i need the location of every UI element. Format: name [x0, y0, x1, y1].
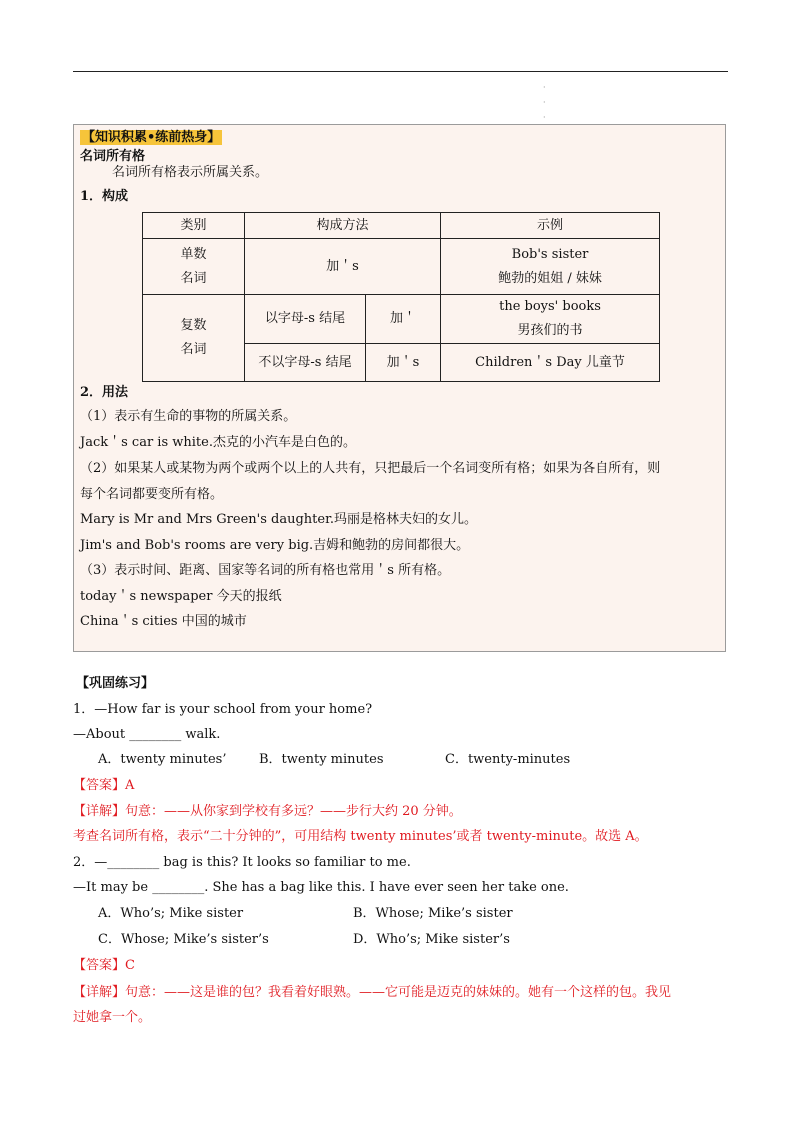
table-header: 示例 — [441, 213, 660, 239]
header-dot: · — [543, 98, 546, 107]
knowledge-intro: 名词所有格表示所属关系。 — [112, 165, 269, 180]
question-1-stem: 1．—How far is your school from your home? — [73, 702, 373, 717]
construction-table — [142, 212, 660, 382]
usage-line: Mary is Mr and Mrs Green's daughter.玛丽是格林夫妇的女儿。 — [80, 512, 477, 527]
usage-line: （1）表示有生命的事物的所属关系。 — [80, 409, 297, 424]
usage-line: China＇s cities 中国的城市 — [80, 614, 247, 629]
explanation-1: 考查名词所有格，表示“二十分钟的”，可用结构 twenty minutes’或者 twenty-minute。故选 A。 — [73, 829, 648, 844]
explanation-2: 【详解】句意：——这是谁的包？我看着好眼熟。——它可能是迈克的妹妹的。她有一个这样的包。我见 — [73, 985, 672, 1000]
option-b[interactable]: B．Whose; Mike’s sister — [353, 906, 513, 921]
explanation-2: 过她拿一个。 — [73, 1010, 152, 1025]
table-cell-condition: 以字母-s 结尾 — [245, 295, 366, 344]
example-text: the boys' books — [499, 299, 601, 314]
usage-line: Jack＇s car is white.杰克的小汽车是白色的。 — [80, 435, 356, 450]
header-dot: · — [543, 83, 546, 92]
example-text: 男孩们的书 — [517, 323, 583, 338]
question-1-prompt: —About ________ walk. — [73, 727, 221, 742]
option-a[interactable]: A．Who’s; Mike sister — [98, 906, 244, 921]
table-cell-condition: 不以字母-s 结尾 — [245, 344, 366, 382]
table-cell-category — [143, 239, 245, 295]
practice-tag: 【巩固练习】 — [76, 676, 155, 691]
knowledge-heading: 名词所有格 — [80, 149, 146, 164]
example-text: Bob's sister — [511, 246, 589, 262]
option-a[interactable]: A．twenty minutes’ — [98, 752, 227, 767]
usage-line: 每个名词都要变所有格。 — [80, 487, 224, 502]
table-cell-method: 加＇s — [366, 344, 441, 382]
option-b[interactable]: B．twenty minutes — [259, 752, 384, 767]
table-header: 构成方法 — [245, 213, 441, 239]
table-cell-category — [143, 295, 245, 382]
table-cell-example — [441, 239, 660, 295]
example-text: 鲍勃的姐姐 / 妹妹 — [498, 270, 602, 286]
usage-line: （3）表示时间、距离、国家等名词的所有格也常用＇s 所有格。 — [80, 563, 451, 578]
option-c[interactable]: C．twenty-minutes — [445, 752, 571, 767]
table-cell-method: 加＇ — [366, 295, 441, 344]
question-2-prompt: —It may be ________. She has a bag like this. I have ever seen her take one. — [73, 880, 569, 895]
header-dot: · — [543, 113, 546, 122]
table-header: 类别 — [143, 213, 245, 239]
option-d[interactable]: D．Who’s; Mike sister’s — [353, 932, 510, 947]
section-usage: 2．用法 — [80, 385, 129, 400]
usage-line: （2）如果某人或某物为两个或两个以上的人共有，只把最后一个名词变所有格；如果为各自所有，则 — [80, 461, 661, 476]
usage-line: today＇s newspaper 今天的报纸 — [80, 589, 282, 604]
knowledge-tag: 【知识积累•练前热身】 — [82, 130, 221, 145]
answer-2: 【答案】C — [73, 958, 135, 973]
table-cell-example — [441, 295, 660, 344]
category-text: 名词 — [180, 270, 207, 286]
section-construction: 1．构成 — [80, 189, 129, 204]
category-text: 复数 — [180, 318, 207, 333]
usage-line: Jim's and Bob's rooms are very big.吉姆和鲍勃的房间都很大。 — [80, 538, 470, 553]
header-rule — [73, 71, 728, 72]
answer-1: 【答案】A — [73, 778, 135, 793]
table-cell-example: Children＇s Day 儿童节 — [441, 344, 660, 382]
option-c[interactable]: C．Whose; Mike’s sister’s — [98, 932, 269, 947]
explanation-1: 【详解】句意：——从你家到学校有多远？——步行大约 20 分钟。 — [73, 804, 462, 819]
category-text: 单数 — [180, 246, 207, 262]
table-cell-method: 加＇s — [245, 239, 441, 295]
question-2-stem: 2．—________ bag is this? It looks so familiar to me. — [73, 855, 411, 870]
category-text: 名词 — [180, 342, 207, 357]
